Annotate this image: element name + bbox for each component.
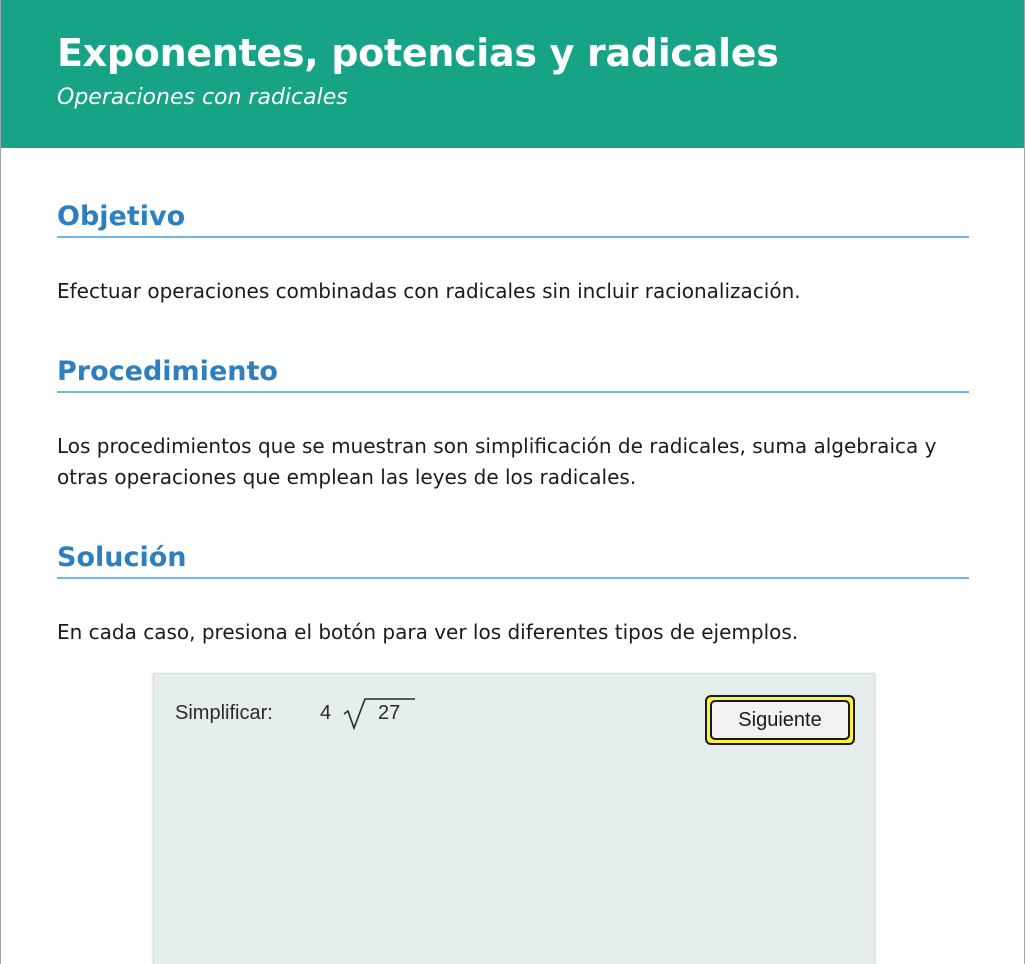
section-title-solucion: Solución: [57, 541, 969, 579]
next-button[interactable]: Siguiente: [710, 700, 850, 740]
exercise-panel: [153, 673, 875, 964]
main-content: [1, 148, 1024, 648]
section-title-objetivo: Objetivo: [57, 148, 969, 238]
exercise-label: Simplificar:: [175, 702, 273, 724]
page-title: Exponentes, potencias y radicales: [57, 31, 779, 75]
section-text-objetivo: Efectuar operaciones combinadas con radicales sin incluir racionalización.: [57, 279, 801, 303]
page-header: [1, 0, 1024, 148]
radical-coefficient: 4: [320, 702, 332, 724]
section-title-procedimiento: Procedimiento: [57, 355, 969, 393]
next-button-highlight: [705, 695, 855, 745]
section-text-procedimiento: Los procedimientos que se muestran son simplificación de radicales, suma algebraica y otras operaciones que emplean las leyes de los radicales.: [57, 434, 937, 489]
page-subtitle: Operaciones con radicales: [57, 85, 348, 110]
radicand: 27: [378, 702, 401, 724]
section-text-solucion: En cada caso, presiona el botón para ver los diferentes tipos de ejemplos.: [57, 620, 799, 644]
